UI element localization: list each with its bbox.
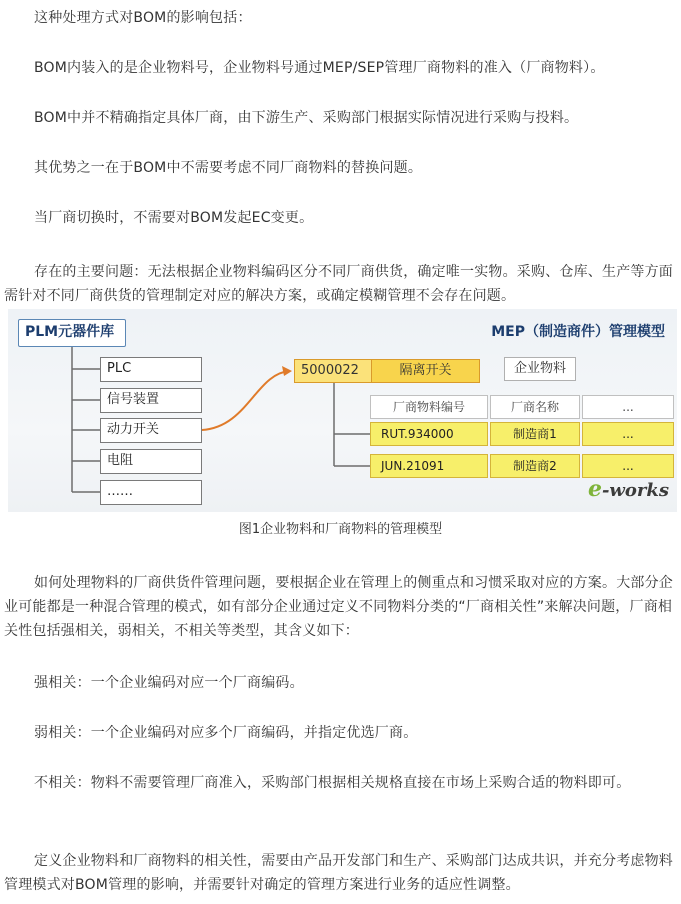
plm-library-title: PLM元器件库 (18, 319, 126, 347)
paragraph-no-relation: 不相关：物料不需要管理厂商准入，采购部门根据相关规格直接在市场上采购合适的物料即可。 (34, 775, 631, 791)
vendor-name: 制造商2 (490, 454, 580, 478)
left-item-signal-device: 信号装置 (100, 388, 202, 413)
vendor-part-number: JUN.21091 (370, 454, 488, 478)
paragraph-bom-enterprise-code: BOM内装入的是企业物料号，企业物料号通过MEP/SEP管理厂商物料的准入（厂商物料）。 (34, 60, 605, 76)
eworks-logo (588, 476, 669, 502)
vendor-part-number: RUT.934000 (370, 422, 488, 446)
row-more: ... (582, 454, 674, 478)
left-item-plc: PLC (100, 357, 202, 382)
company-material-label: 企业物料 (504, 357, 576, 381)
paragraph-main-problem: 存在的主要问题：无法根据企业物料编码区分不同厂商供货，确定唯一实物。采购、仓库、生产等方面需针对不同厂商供货的管理制定对应的解决方案，或确定模糊管理不会存在问题。 (4, 264, 673, 304)
enterprise-code: 5000022 (295, 360, 372, 382)
figure-caption: 图1企业物料和厂商物料的管理模型 (238, 522, 443, 537)
logo-e: e (587, 476, 602, 502)
paragraph-advantage: 其优势之一在于BOM中不需要考虑不同厂商物料的替换问题。 (34, 160, 423, 176)
header-vendor-part-number: 厂商物料编号 (370, 395, 488, 419)
header-vendor-name: 厂商名称 (490, 395, 580, 419)
paragraph-define-relation: 定义企业物料和厂商物料的相关性，需要由产品开发部门和生产、采购部门达成共识，并充分考虑物料管理模式对BOM管理的影响，并需要针对确定的管理方案进行业务的适应性调整。 (4, 853, 673, 893)
header-more: ... (582, 395, 674, 419)
paragraph-weak-relation: 弱相关：一个企业编码对应多个厂商编码，并指定优选厂商。 (34, 725, 418, 741)
left-item-power-switch: 动力开关 (100, 418, 202, 443)
paragraph-bom-no-vendor: BOM中并不精确指定具体厂商，由下游生产、采购部门根据实际情况进行采购与投料。 (34, 110, 579, 126)
mep-model-title: MEP（制造商件）管理模型 (491, 324, 665, 340)
table-row (370, 454, 674, 478)
logo-works: -works (601, 480, 669, 501)
paragraph-impact-intro: 这种处理方式对BOM的影响包括： (34, 10, 252, 26)
management-model-figure (8, 309, 677, 512)
left-item-resistor: 电阻 (100, 449, 202, 474)
paragraph-no-ec: 当厂商切换时，不需要对BOM发起EC变更。 (34, 210, 314, 226)
row-more: ... (582, 422, 674, 446)
enterprise-code-box (294, 359, 480, 383)
table-row (370, 422, 674, 446)
vendor-name: 制造商1 (490, 422, 580, 446)
vendor-table-header (370, 395, 674, 419)
paragraph-strong-relation: 强相关：一个企业编码对应一个厂商编码。 (34, 675, 304, 691)
paragraph-vendor-handling: 如何处理物料的厂商供货件管理问题，要根据企业在管理上的侧重点和习惯采取对应的方案。大部分企业可能都是一种混合管理的模式，如有部分企业通过定义不同物料分类的“厂商相关性”来解决问题，厂商相关性包括强相关，弱相关，不相关等类型，其含义如下： (4, 575, 673, 639)
enterprise-code-name: 隔离开关 (399, 363, 452, 378)
left-item-more: …… (100, 480, 202, 505)
